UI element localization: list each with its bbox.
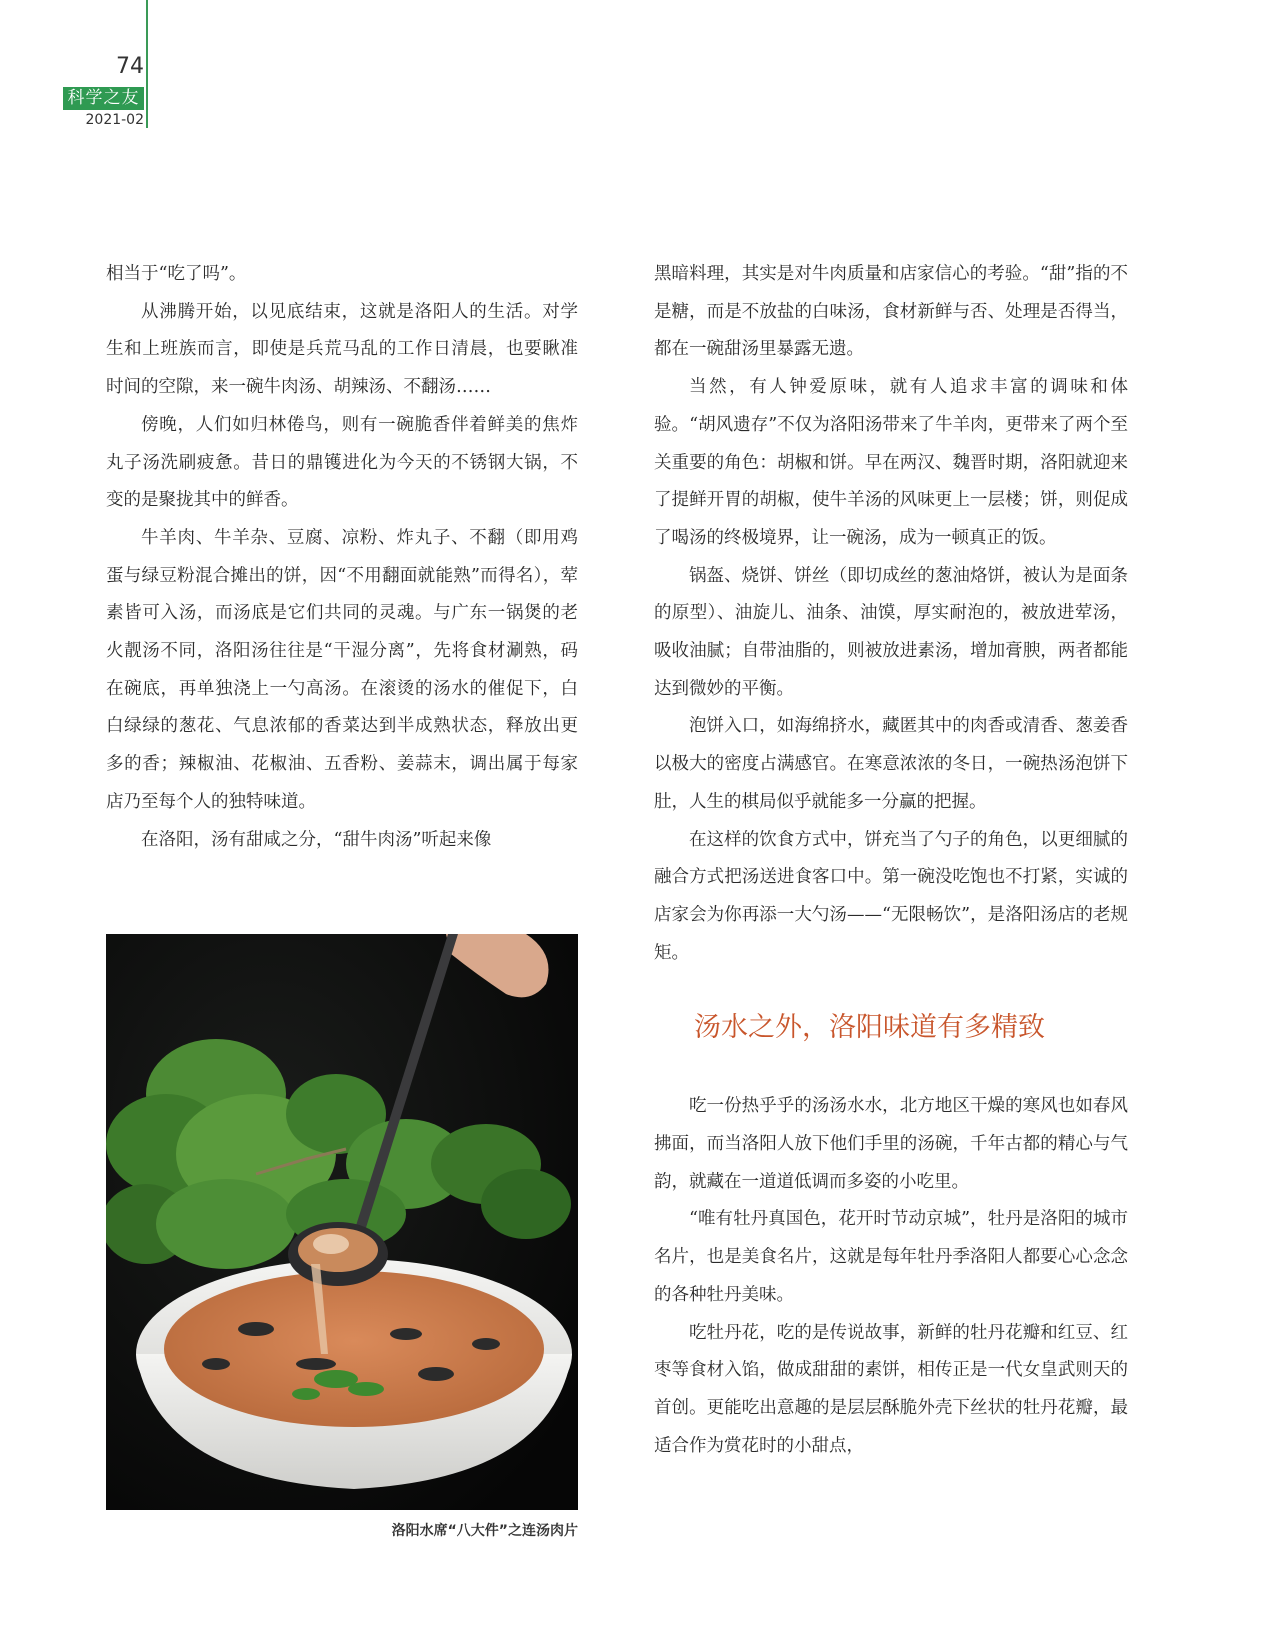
- paragraph: 黑暗料理，其实是对牛肉质量和店家信心的考验。“甜”指的不是糖，而是不放盐的白味汤，食材新鲜与否、处理是否得当，都在一碗甜汤里暴露无遗。: [654, 264, 1128, 360]
- left-text-column: [106, 256, 578, 859]
- paragraph: 在这样的饮食方式中，饼充当了勺子的角色，以更细腻的融合方式把汤送进食客口中。第一碗没吃饱也不打紧，实诚的店家会为你再添一大勺汤——“无限畅饮”，是洛阳汤店的老规矩。: [654, 829, 1128, 963]
- magazine-name-badge: 科学之友: [63, 87, 144, 110]
- paragraph: “唯有牡丹真国色，花开时节动京城”，牡丹是洛阳的城市名片，也是美食名片，这就是每年牡丹季洛阳人都要心心念念的各种牡丹美味。: [654, 1209, 1128, 1305]
- paragraph: 吃一份热乎乎的汤汤水水，北方地区干燥的寒风也如春风拂面，而当洛阳人放下他们手里的汤碗，千年古都的精心与气韵，就藏在一道道低调而多姿的小吃里。: [654, 1096, 1128, 1192]
- paragraph: 牛羊肉、牛羊杂、豆腐、凉粉、炸丸子、不翻（即用鸡蛋与绿豆粉混合摊出的饼，因“不用翻面就能熟”而得名），荤素皆可入汤，而汤底是它们共同的灵魂。与广东一锅煲的老火靓汤不同，洛阳汤往往是“干湿分离”，先将食材涮熟，码在碗底，再单独浇上一勺高汤。在滚烫的汤水的催促下，白白绿绿的葱花、气息浓郁的香菜达到半成熟状态，释放出更多的香；辣椒油、花椒油、五香粉、姜蒜末，调出属于每家店乃至每个人的独特味道。: [106, 527, 578, 812]
- paragraph: 当然，有人钟爱原味，就有人追求丰富的调味和体验。“胡风遗存”不仅为洛阳汤带来了牛羊肉，更带来了两个至关重要的角色：胡椒和饼。早在两汉、魏晋时期，洛阳就迎来了提鲜开胃的胡椒，使牛羊汤的风味更上一层楼；饼，则促成了喝汤的终极境界，让一碗汤，成为一顿真正的饭。: [654, 377, 1128, 548]
- paragraph: 傍晚，人们如归林倦鸟，则有一碗脆香伴着鲜美的焦炸丸子汤洗刷疲惫。昔日的鼎镬进化为今天的不锈钢大锅，不变的是聚拢其中的鲜香。: [106, 414, 578, 511]
- header-divider-line: [146, 0, 148, 128]
- photo-caption: 洛阳水席“八大件”之连汤肉片: [391, 1523, 578, 1539]
- paragraph: 锅盔、烧饼、饼丝（即切成丝的葱油烙饼，被认为是面条的原型）、油旋儿、油条、油馍，厚实耐泡的，被放进荤汤，吸收油腻；自带油脂的，则被放进素汤，增加膏腴，两者都能达到微妙的平衡。: [654, 565, 1128, 699]
- paragraph: 相当于“吃了吗”。: [106, 264, 247, 284]
- paragraph: 吃牡丹花，吃的是传说故事，新鲜的牡丹花瓣和红豆、红枣等食材入馅，做成甜甜的素饼，相传正是一代女皇武则天的首创。更能吃出意趣的是层层酥脆外壳下丝状的牡丹花瓣，最适合作为赏花时的小甜点，: [654, 1322, 1128, 1456]
- section-subheading: 汤水之外，洛阳味道有多精致: [694, 1012, 1045, 1044]
- paragraph: 从沸腾开始，以见底结束，这就是洛阳人的生活。对学生和上班族而言，即使是兵荒马乱的工作日清晨，也要瞅准时间的空隙，来一碗牛肉汤、胡辣汤、不翻汤……: [106, 301, 578, 398]
- right-text-column: [654, 256, 1128, 1465]
- paragraph: 泡饼入口，如海绵挤水，藏匿其中的肉香或清香、葱姜香以极大的密度占满感官。在寒意浓浓的冬日，一碗热汤泡饼下肚，人生的棋局似乎就能多一分赢的把握。: [654, 716, 1128, 812]
- paragraph: 在洛阳，汤有甜咸之分，“甜牛肉汤”听起来像: [141, 829, 492, 850]
- soup-photo: [106, 934, 578, 1510]
- page-number: 74: [116, 54, 144, 79]
- issue-date: 2021-02: [85, 112, 144, 128]
